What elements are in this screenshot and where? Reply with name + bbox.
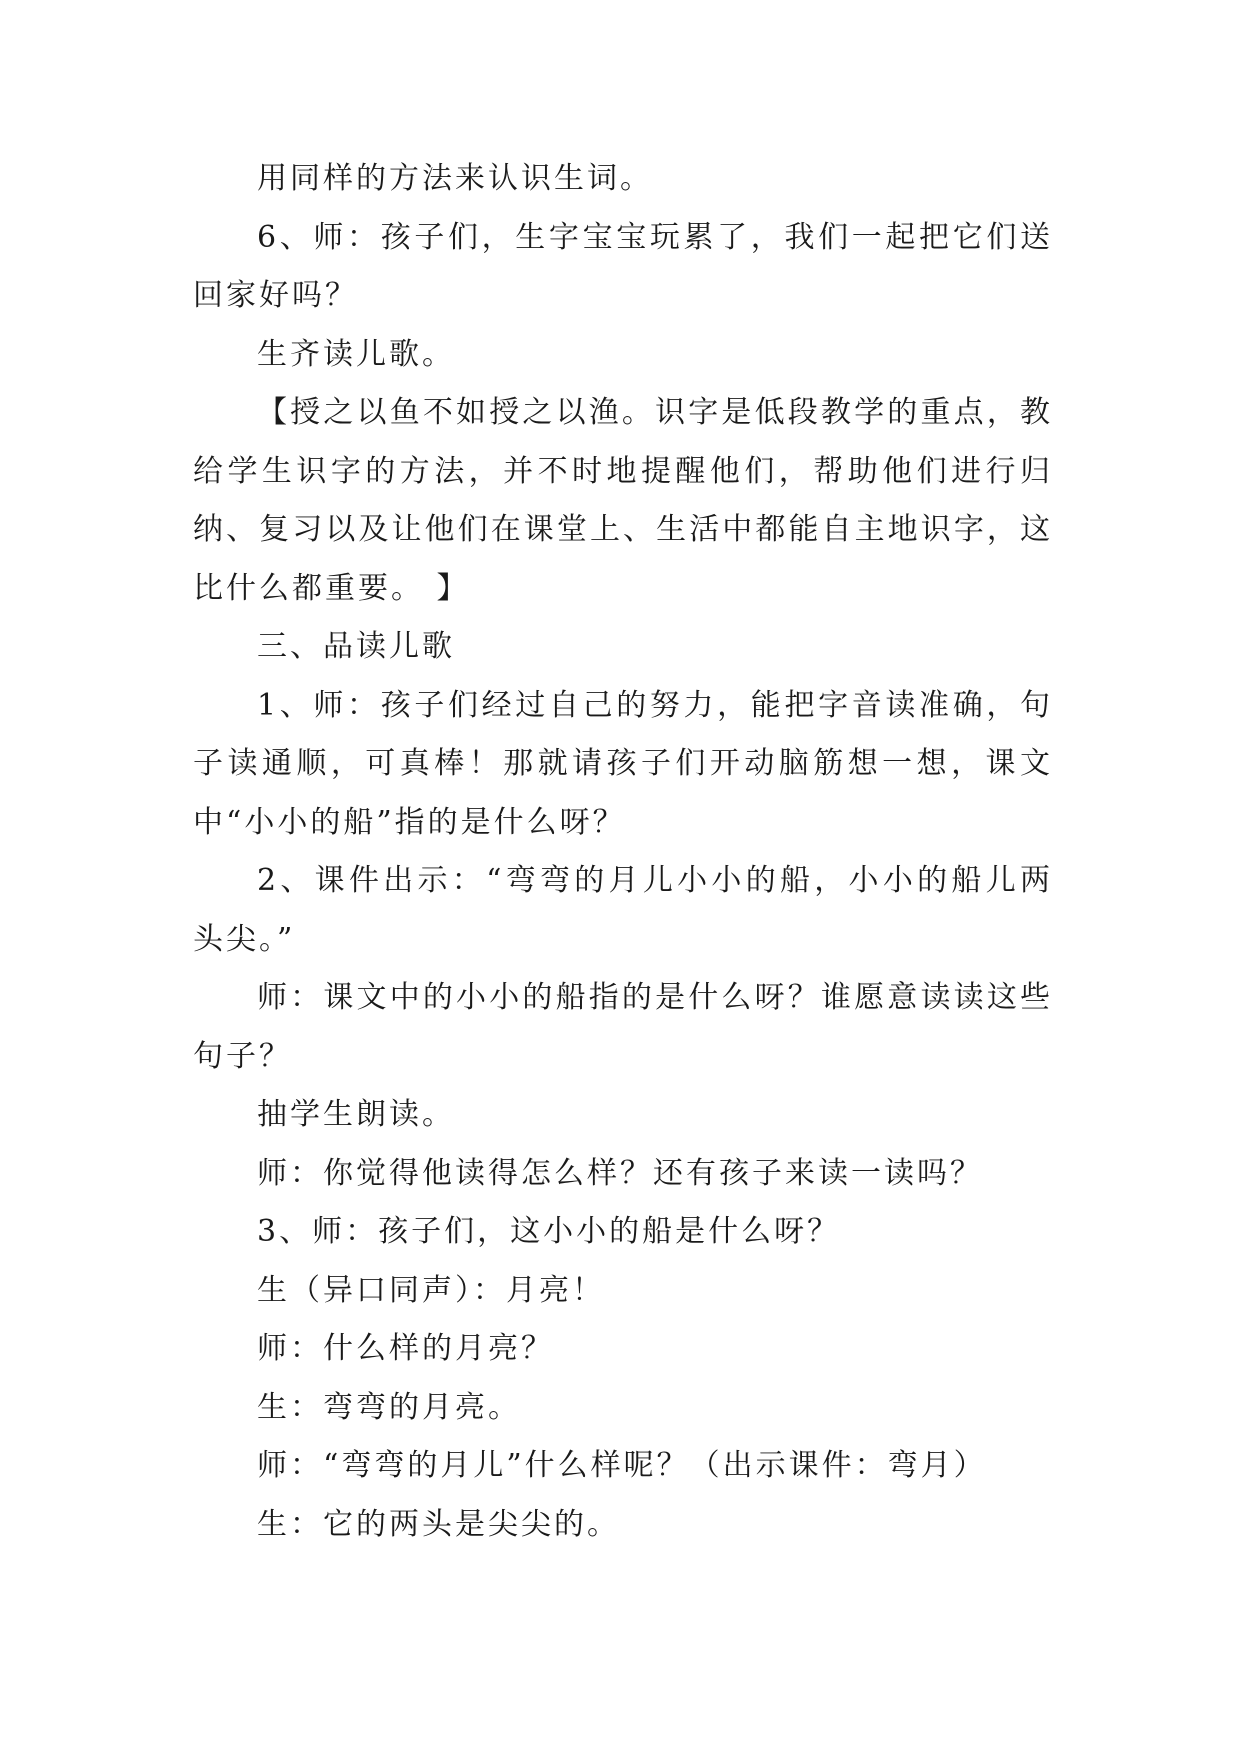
paragraph: 生（异口同声）：月亮！ [257, 1272, 605, 1308]
paragraph: 生：它的两头是尖尖的。 [257, 1506, 620, 1542]
paragraph: 师：课文中的小小的船指的是什么呀？谁愿意读读这些句子？ [193, 980, 1053, 1074]
paragraph: 2、课件出示：“弯弯的月儿小小的船，小小的船儿两头尖。” [193, 863, 1053, 957]
paragraph: 6、师：孩子们，生字宝宝玩累了，我们一起把它们送回家好吗？ [193, 219, 1053, 313]
paragraph: 生：弯弯的月亮。 [257, 1389, 521, 1425]
section-heading: 三、品读儿歌 [257, 629, 455, 664]
paragraph-annotation: 【授之以鱼不如授之以渔。识字是低段教学的重点，教给学生识字的方法，并不时地提醒他们，帮助他们进行归纳、复习以及让他们在课堂上、生活中都能自主地识字，这比什么都重要。 】 [193, 395, 1053, 606]
paragraph: 师：什么样的月亮？ [257, 1331, 554, 1366]
paragraph: 3、师：孩子们，这小小的船是什么呀？ [257, 1214, 841, 1249]
paragraph: 用同样的方法来认识生词。 [257, 161, 653, 196]
paragraph: 1、师：孩子们经过自己的努力，能把字音读准确，句子读通顺，可真棒！那就请孩子们开动脑筋想一想，课文中“小小的船”指的是什么呀？ [193, 687, 1053, 840]
document-body [193, 150, 1053, 1554]
paragraph: 师：你觉得他读得怎么样？还有孩子来读一读吗？ [257, 1155, 983, 1191]
paragraph: 师：“弯弯的月儿”什么样呢？（出示课件：弯月） [257, 1448, 987, 1483]
paragraph: 生齐读儿歌。 [257, 336, 455, 372]
paragraph: 抽学生朗读。 [257, 1097, 455, 1132]
